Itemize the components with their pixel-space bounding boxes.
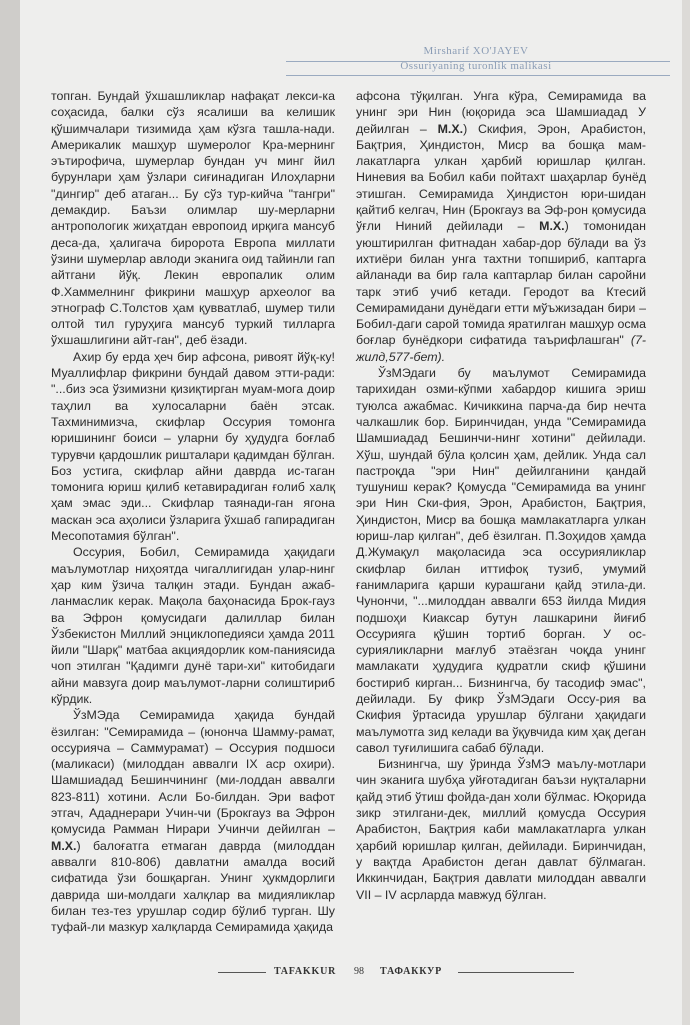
- author-initials: М.Х.: [539, 219, 565, 234]
- left-paragraph-2: Ахир бу ерда ҳеч бир афсона, ривоят йўқ-ку! Муаллифлар фикрини бундай давом этти-ради: "...биз эса ўзимизни қизиқтирган муам-мога доир таҳлил ва хулосаларни баён этсак. Тахминимизча, скифлар Оссурия томонга юришининг боиси – уларни бу ҳудудга боғлаб турувчи қардошлик ришталари қадимдан бўлган. Боз устига, скифлар айни даврда ис-таган томонига юриш қилиб кетавирадиган ғолиб халқ ҳам эмас эди... Скифлар таянади-ган ягона маскан эса аҳолиси ўзларига ўхшаб гапирадиган Месопотамия бўлган".: [51, 349, 335, 544]
- left-paragraph-1: топган. Бундай ўхшашликлар нафақат лекси-ка соҳасида, балки сўз ясалиши ва келишик қўшимчалари тизимида ҳам кўзга ташла-нади. Америкалик машҳур шумеролог Кра-мернинг эътирофича, шумерлар бундан уч минг йил бурунлари ҳам ўзлари сиғинадиган Илоҳларни "дингир" деб атаган... Бу сўз тур-кийча "тангри" демакдир. Баъзи олимлар шу-мерларни антропологик жиҳатдан европоид ирқига мансуб деса-да, ҳалигача биророта Европа миллати ўзини шумерлар авлоди эканига оид тайинли гап айтгани йўқ. Лекин европалик олим Ф.Хаммелнинг фикрини машҳур археолог ва этнограф С.Толстов ҳам қувватлаб, шумер тили олтой тил гуруҳига мансуб туркий тилларга ўхшашлигини айт-ган", деб ёзади.: [51, 89, 335, 348]
- author-initials: М.Х.: [437, 121, 464, 136]
- footer-label-latin: TAFAKKUR: [274, 966, 337, 977]
- right-paragraph-2: ЎзМЭдаги бу маълумот Семирамида тарихидан озми-кўпми хабардор кишига эриш туюлса ажабмас. Кичиккина парча-да бир нечта чалкашлик бор. Биринчидан, унда "Семирамида Шамшиадад Бешинчи-нинг хотини" дейилади. Хўш, шундай бўла қолсин ҳам, дейлик. Унда сал пастроқда "эри Нин" дейилганини қандай тушуниш керак? Қомусда "Семирамида ва унинг эри Нин Ски-фия, Эрон, Арабистон, Бақтрия, Ҳиндистон, Миср ва бошқа мамлакатларга улкан юриш-лар қилган", деб ёзилган. П.Зоҳидов ҳамда Д.Жумақул мақоласида эса оссурияликлар скифлар билан иттифоқ тузиб, умумий ғанимларига қарши курашгани қайд этила-ди. Чунончи, "...милоддан аввалги 653 йилда Мидия подшоҳи Киаксар бутун лашкарини йиғиб Оссурияга қўшин тортиб борган. У ос-сурияликларни мағлуб этаёзган чоқда унинг мамлакати ҳудудига қудратли скиф қўшини бостириб кирган... Бизнингча, бу тасодиф эмас", дейилади. Бу фикр ЎзМЭдаги Оссу-рия ва Скифия ўртасида урушлар бўлгани ҳақидаги маълумотга зид келади ва ўқувчида ким ҳақ деган савол туғилишига сабаб бўлади.: [356, 366, 646, 755]
- page-edge-shadow: [0, 0, 20, 1025]
- right-column: [356, 88, 646, 903]
- right-paragraph-1-text-a: афсона тўқилган. Унга кўра, Семирамида ва унинг эри Нин (юқорида эса Шамшиадад У дейилган –: [356, 89, 646, 136]
- running-header: [286, 44, 666, 73]
- left-paragraph-4-text-a: ЎзМЭда Семирамида ҳақида бундай ёзилган: "Семирамида – (юнонча Шамму-рамат, оссурияча – Саммурамат) – Оссурия подшоси (маликаси) (милоддан аввалги IX аср охири). Шамшиадад Бешинчининг (ми-лоддан аввалги 823-811) хотини. Асли Бо-билдан. Эри вафот этгач, Ададнерари Учин-чи (Брокгауз ва Эфрон қомусида Рамман Нирари Учинчи дейилган –: [51, 708, 335, 837]
- left-paragraph-4-text-b: ) балоғатга етмаган даврда (милоддан аввалги 810-806) давлатни амалда восий сифатида ўзи бошқарган. Унинг ҳукмдорлиги даврида ши-молдаги халқлар ва мидияликлар билан тез-тез урушлар содир бўлиб турган. Шу туфай-ли мазкур халқларда Семирамида ҳақида: [51, 838, 335, 935]
- header-author: Mirsharif XO'JAYEV: [423, 45, 529, 57]
- left-paragraph-4: [51, 707, 335, 935]
- footer-rule-left: [218, 972, 266, 973]
- right-paragraph-1: [356, 88, 646, 365]
- citation: (7-жилд,577-бет).: [356, 333, 646, 364]
- left-paragraph-3: Оссурия, Бобил, Семирамида ҳақидаги маълумотлар ниҳоятда чигаллигидан улар-нинг ҳар ким ўзича талқин этади. Бундан ажаб-ланмаслик керак. Мақола баҳонасида Брок-гауз ва Эфрон қомусидаги далиллар билан Ўзбекистон Миллий энциклопедияси ҳамда 2011 йили "Шарқ" матбаа акциядорлик ком-паниясида чоп этилган "Қадимги дунё тари-хи" китобидаги айни мавзуга доир маълумот-ларни солиштириб кўрдик.: [51, 545, 335, 706]
- header-subtitle: Ossuriyaning turonlik malikasi: [400, 60, 552, 72]
- footer-rule-right: [458, 972, 574, 973]
- right-paragraph-1-text-c: ) томонидан уюштирилган фитнадан хабар-дор бўлади ва ўз ихтиёри билан унга тахтни топшириб, каптарга айланади ва бир гала каптарлар билан саройни тарк этиб учиб кетади. Геродот ва Ктесий Семирамидани дунёдаги етти мўъжизадан бири – Бобил-даги сарой томида яратилган машҳур осма боғлар бунёдкори сифатида таърифлашган": [356, 219, 646, 348]
- page-number: 98: [354, 966, 364, 977]
- page-footer: [218, 964, 598, 982]
- left-column: [51, 88, 335, 935]
- footer-label-cyrillic: ТАФАККУР: [380, 966, 443, 977]
- right-paragraph-1-text-b: ) Скифия, Эрон, Арабистон, Бақтрия, Ҳиндистон, Миср ва бошқа мам-лакатларга улкан ҳарбий юришлар қилган. Ниневия ва Бобил каби пойтахт шаҳарлар бунёд этишган. Семирамида Ҳиндистон юри-шидан қайтиб келгач, Нин (Брокгауз ва Эф-рон қомусида ўғли Ниний дейилади –: [356, 121, 646, 234]
- right-paragraph-3: Бизнингча, шу ўринда ЎзМЭ маълу-мотлари чин эканига шубҳа уйғотадиган баъзи нуқталарни қайд этиб ўтиш фойда-дан холи бўлмас. Юқорида зикр этилгани-дек, миллий қомусда Оссурия Арабистон, Бақтрия каби мамлакатларга улкан ҳарбий юришлар қилган, дейилади. Биринчидан, у вақтда Арабистон деган давлат бўлмаган. Иккинчидан, Бақтрия давлати милоддан аввалги VII – IV асрларда мавжуд бўлган.: [356, 757, 646, 902]
- author-initials: М.Х.: [51, 838, 77, 853]
- header-rule-bottom: [286, 75, 670, 76]
